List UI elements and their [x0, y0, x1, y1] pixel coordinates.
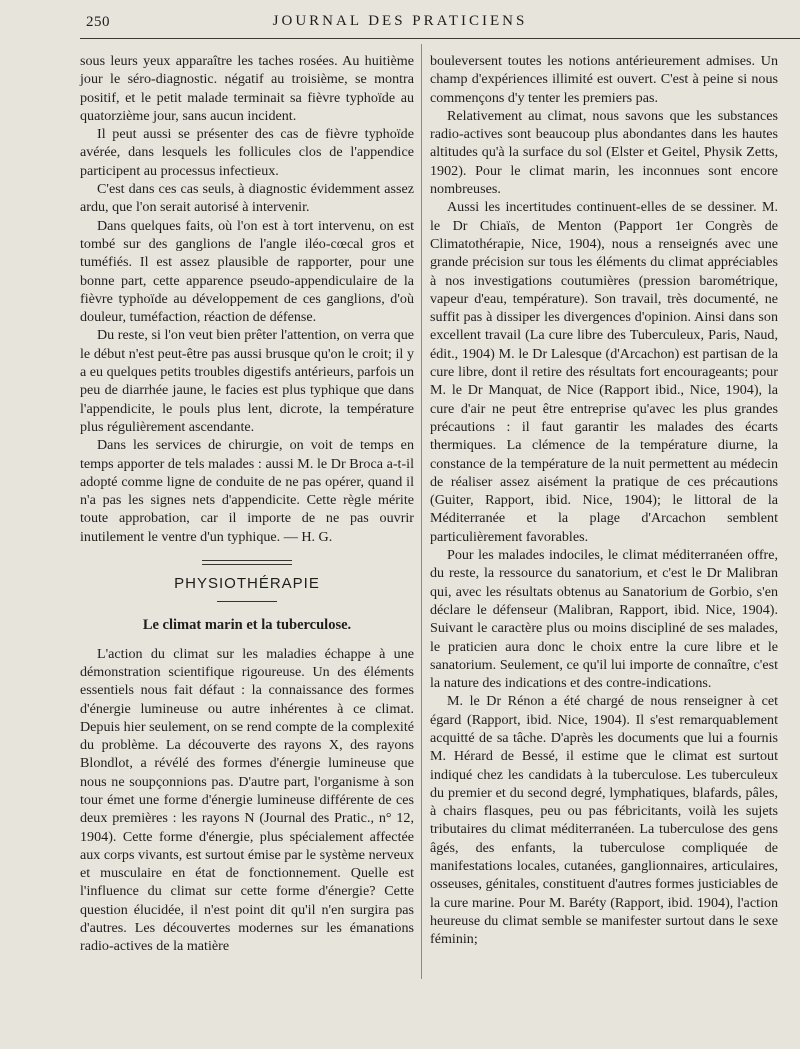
paragraph: Pour les malades indociles, le climat méditerranéen offre, du reste, la ressource du sanatorium, et c'est le Dr Malibran qui, avec les résultats obtenus au Sanatorium de Gorbio, s'en déclare le défenseur (Malibran, Rapport, ibid. Nice, 1904). Suivant le caractère plus ou moins discipliné de ses malades, le praticien aura donc le choix entre la cure libre et le sanatorium. Seulement, ce qu'il lui importe de connaître, c'est la nature des indications et des contre-indications. — [430, 547, 778, 692]
paragraph: bouleversent toutes les notions antérieurement admises. Un champ d'expériences illimité est ouvert. C'est à peine si nous commençons d'y tenter les premiers pas. — [430, 53, 778, 106]
left-column — [80, 52, 414, 956]
paragraph: Relativement au climat, nous savons que les substances radio-actives sont beaucoup plus abondantes dans les hautes altitudes qu'à la surface du sol (Elster et Geitel, Physik Zetts, 1902). Pour le climat marin, les inconnues sont encore nombreuses. — [430, 107, 778, 198]
header-rule — [80, 38, 800, 39]
article-title: Le climat marin et la tuberculose. — [142, 617, 352, 634]
paragraph: sous leurs yeux apparaître les taches rosées. Au huitième jour le séro-diagnostic. négatif au troisième, se montra positif, et le petit malade terminait sa fièvre typhoïde au quatorzième jour, sans aucun incident. — [80, 53, 414, 124]
paragraph: Du reste, si l'on veut bien prêter l'attention, on verra que le début n'est peut-être pas aussi brusque qu'on le croit; il y a eu quelques petits troubles digestifs antérieurs, parfois un peu de diarrhée jaune, le facies est plus typhique que dans l'appendicite, le pouls plus lent, dicrote, la température plus régulièrement ascendante. — [80, 327, 414, 435]
paragraph: Aussi les incertitudes continuent-elles de se dessiner. M. le Dr Chiaïs, de Menton (Papport 1er Congrès de Climatothérapie, Nice, 1904), nous a renseignés avec une grande précision sur tous les éléments du climat appréciables à nos investigations coutumières (pression barométrique, vapeur d'eau, température). Son travail, très documenté, ne suffit pas à dissiper les divergences d'opinion. Ainsi dans son excellent travail (La cure libre des Tuberculeux, Paris, Naud, édit., 1904) M. le Dr Lalesque (d'Arcachon) est partisan de la cure libre, dont il retire des résultats fort encourageants; pour M. le Dr Manquat, de Nice (Rapport ibid., Nice, 1904), la cure d'air ne peut être entreprise qu'avec les plus grandes précautions : il faut garantir les malades des écarts thermiques. La clémence de la température diurne, la constance de la température de la nuit permettent au médecin de réaliser assez aisément la pratique de ces précautions (Guiter, Rapport, ibid. Nice, 1904); le littoral de la Méditerranée et la plage d'Arcachon semblent particulièrement favorables. — [430, 199, 778, 545]
section-title: PHYSIOTHÉRAPIE — [174, 575, 320, 593]
paragraph: L'action du climat sur les maladies échappe à une démonstration scientifique rigoureuse. Un des éléments essentiels nous fait défaut : la connaissance des formes d'énergie lumineuse ou autre inhérentes à ce climat. Depuis hier seulement, on se rend compte de la complexité du problème. La découverte des rayons X, des rayons Blondlot, a révélé des formes d'énergie lumineuse que nous ne soupçonnions pas. D'autre part, l'organisme à son tour émet une forme d'énergie lumineuse différente de ces deux premières : les rayons N (Journal des Pratic., n° 12, 1904). Cette forme d'énergie, plus spécialement affectée aux corps vivants, est surtout émise par le système nerveux et musculaire en état de fonctionnement. Quelle est l'influence du climat sur cette forme d'énergie? Cette question élucidée, il n'est point dit qu'il n'en surgira pas d'autres. Les découvertes modernes sur les émanations radio-actives de la matière — [80, 645, 414, 955]
title-rule — [217, 601, 277, 602]
paragraph: Dans quelques faits, où l'on est à tort intervenu, on est tombé sur des ganglions de l'angle iléo-cœcal gros et tuméfiés. Il est assez plausible de rapporter, pour une bonne part, cette apparence pseudo-appendiculaire de la fièvre typhoïde au développement de ces ganglions, d'où douleur, tuméfaction, réaction de défense. — [80, 217, 414, 326]
right-column — [430, 52, 778, 949]
paragraph: Il peut aussi se présenter des cas de fièvre typhoïde avérée, dans lesquels les follicules clos de l'appendice participent au processus infectieux. — [80, 126, 414, 179]
paragraph: Dans les services de chirurgie, on voit de temps en temps apporter de tels malades : aussi M. le Dr Broca a-t-il adopté comme ligne de conduite de ne pas opérer, quand il n'a pas les signes nets d'appendicite. Cette règle mérite toute approbation, car il importe de ne pas ouvrir inutilement le ventre d'un typhique. — H. G. — [80, 437, 414, 545]
section-separator — [202, 560, 292, 565]
page-number: 250 — [86, 14, 110, 30]
running-header — [0, 10, 800, 40]
paragraph: M. le Dr Rénon a été chargé de nous renseigner à cet égard (Rapport, ibid. Nice, 1904). Il s'est remarquablement acquitté de sa tâche. D'après les documents que lui a fournis M. Hérard de Bessé, il estime que le climat est surtout indiqué chez les candidats à la tuberculose. Les tuberculeux du premier et du second degré, lymphatiques, blafards, pâles, à chairs flasques, peu ou pas fébricitants, voilà les sujets tributaires du climat méditerranéen. La tuberculose des gens âgés, des enfants, la tuberculose compliquée de manifestations locales, cutanées, ganglionnaires, articulaires, osseuses, génitales, constituent d'autres formes justiciables de la cure marine. Pour M. Baréty (Rapport, ibid. 1904), l'action heureuse du climat semble se manifester surtout dans le sexe féminin; — [430, 693, 778, 948]
journal-title: JOURNAL DES PRATICIENS — [272, 13, 528, 29]
column-divider — [421, 44, 422, 979]
paragraph: C'est dans ces cas seuls, à diagnostic évidemment assez ardu, que l'on serait autorisé à intervenir. — [80, 181, 414, 216]
